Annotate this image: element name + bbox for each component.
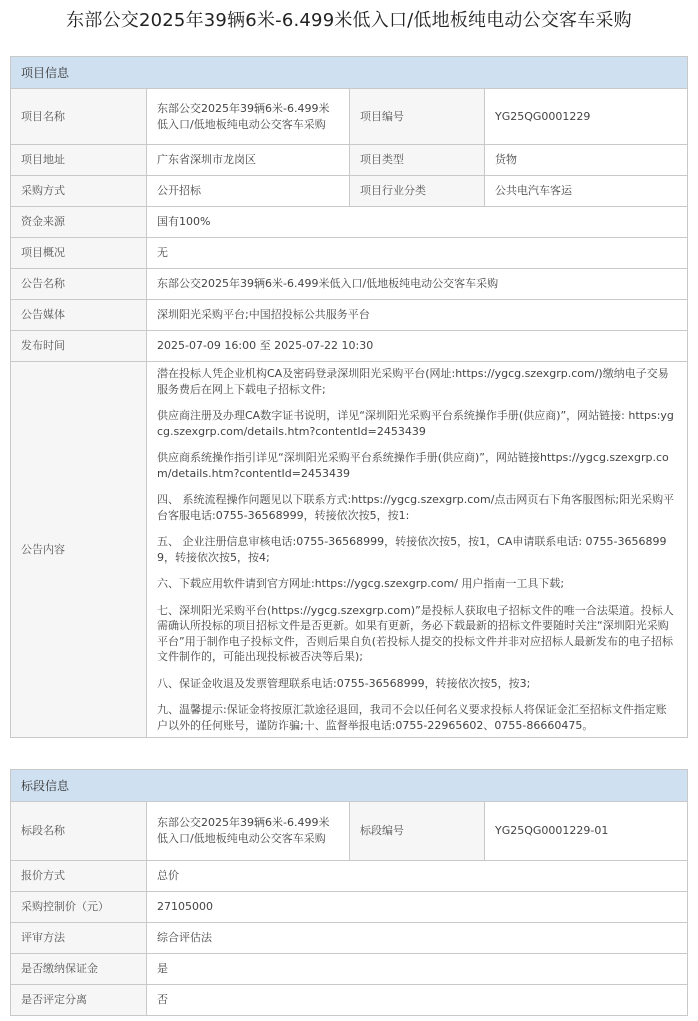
notice-paragraph: 八、保证金收退及发票管理联系电话:0755-36568999，转接依次按5，按3;: [157, 676, 531, 690]
deposit-label: 是否缴纳保证金: [11, 954, 147, 985]
notice-name-value: 东部公交2025年39辆6米-6.499米低入口/低地板纯电动公交客车采购: [147, 269, 688, 300]
notice-paragraph: 五、 企业注册信息审核电话:0755-36568999，转接依次按5，按1，CA申请联系电话: 0755-36568999，转接依次按5，按4;: [157, 535, 667, 564]
notice-paragraph: 七、深圳阳光采购平台(https://ygcg.szexgrp.com)”是投标人获取电子招标文件的唯一合法渠道。投标人需确认所投标的项目招标文件是否更新。如果有更新，务必下载最新的招标文件要随时关注“深圳阳光采购平台”用于制作电子投标文件，否则后果自负(若投标人提交的投标文件并非对应招标人最新发布的电子招标文件制作的，可能出现投标被否决等后果);: [157, 603, 674, 663]
notice-paragraph: 九、温馨提示:保证金将按原汇款途径退回，我司不会以任何名义要求投标人将保证金汇至招标文件指定账户以外的任何账号，谨防诈骗;十、监督举报电话:0755-22965602、0755-86660475。: [157, 703, 667, 732]
project-name-label: 项目名称: [11, 89, 147, 145]
notice-paragraph: 供应商系统操作指引详见“深圳阳光采购平台系统操作手册(供应商)”，网站链接https://ygcg.szexgrp.com/details.htm?contentId=2453439: [157, 451, 669, 480]
funds-label: 资金来源: [11, 207, 147, 238]
procurement-method-value: 公开招标: [147, 176, 350, 207]
deposit-value: 是: [147, 954, 688, 985]
notice-content: [147, 362, 688, 738]
notice-name-label: 公告名称: [11, 269, 147, 300]
control-price-value: 27105000: [147, 892, 688, 923]
section-code-value: YG25QG0001229-01: [485, 802, 688, 861]
separate-evaluation-label: 是否评定分离: [11, 985, 147, 1016]
notice-paragraph: 六、下载应用软件请到官方网址:https://ygcg.szexgrp.com/ 用户指南一工具下载;: [157, 577, 565, 590]
project-location-label: 项目地址: [11, 145, 147, 176]
notice-paragraph: 四、 系统流程操作问题见以下联系方式:https://ygcg.szexgrp.com/点击网页右下角客服图标;阳光采购平台客服电话:0755-36568999，转接依次按5，按1:: [157, 493, 675, 522]
project-code-value: YG25QG0001229: [485, 89, 688, 145]
overview-label: 项目概况: [11, 238, 147, 269]
notice-paragraph: 供应商注册及办理CA数字证书说明，详见“深圳阳光采购平台系统操作手册(供应商)”，网站链接: https:ygcg.szexgrp.com/details.htm?contentId=2453439: [157, 409, 674, 438]
overview-value: 无: [147, 238, 688, 269]
funds-value: 国有100%: [147, 207, 688, 238]
project-name-value: 东部公交2025年39辆6米-6.499米低入口/低地板纯电动公交客车采购: [147, 89, 350, 145]
procurement-method-label: 采购方式: [11, 176, 147, 207]
media-value: 深圳阳光采购平台;中国招投标公共服务平台: [147, 300, 688, 331]
bid-section-header: 标段信息: [11, 770, 688, 802]
quote-method-label: 报价方式: [11, 861, 147, 892]
review-method-value: 综合评估法: [147, 923, 688, 954]
project-location-value: 广东省深圳市龙岗区: [147, 145, 350, 176]
notice-content-label: 公告内容: [11, 362, 147, 738]
project-info-header: 项目信息: [11, 57, 688, 89]
section-name-label: 标段名称: [11, 802, 147, 861]
project-info-table: [10, 56, 688, 738]
publish-time-value: 2025-07-09 16:00 至 2025-07-22 10:30: [147, 331, 688, 362]
bid-section-table: [10, 769, 688, 1016]
industry-label: 项目行业分类: [350, 176, 485, 207]
project-type-value: 货物: [485, 145, 688, 176]
section-name-value: 东部公交2025年39辆6米-6.499米低入口/低地板纯电动公交客车采购: [147, 802, 350, 861]
quote-method-value: 总价: [147, 861, 688, 892]
review-method-label: 评审方法: [11, 923, 147, 954]
control-price-label: 采购控制价（元）: [11, 892, 147, 923]
publish-time-label: 发布时间: [11, 331, 147, 362]
notice-paragraph: 潜在投标人凭企业机构CA及密码登录深圳阳光采购平台(网址:https://ygcg.szexgrp.com/)缴纳电子交易服务费后在网上下载电子招标文件;: [157, 367, 669, 396]
media-label: 公告媒体: [11, 300, 147, 331]
separate-evaluation-value: 否: [147, 985, 688, 1016]
page-title: 东部公交2025年39辆6米-6.499米低入口/低地板纯电动公交客车采购: [66, 10, 632, 31]
section-code-label: 标段编号: [350, 802, 485, 861]
project-type-label: 项目类型: [350, 145, 485, 176]
industry-value: 公共电汽车客运: [485, 176, 688, 207]
project-code-label: 项目编号: [350, 89, 485, 145]
